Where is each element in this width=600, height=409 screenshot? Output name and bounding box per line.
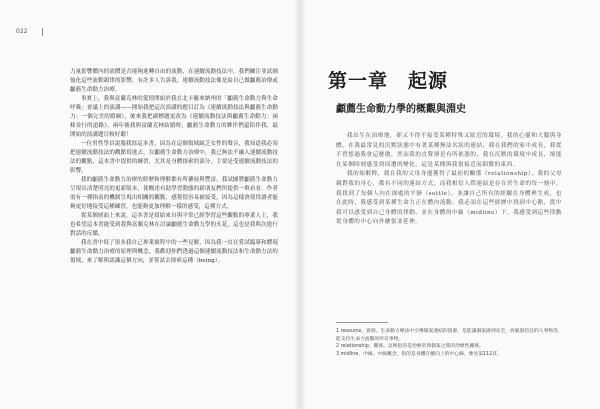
left-paragraph: 我的顱薦生命動力治療的經歷和理解都有所擴展與豐富，我試圖將顱薦生命動力呈現出清楚明亮的更新版本，使概述有助學習動態的新朋友們所提供一堆看看，作者需有一種指南的機制呈現出相關的觀點，感覺很容易被接受，因為這樣會使得讀者能夠更好地接受這種練習，也能夠更加理解一樣的感受，這種方式。 (70, 177, 278, 210)
right-paragraph: 我的始解釋，我在我的父母身邊獲得了最初的關係（relationship），我的父母親對我的身心，都有不同的連結方式，而我相信人際連結是存在於生命的每一刻中。我找到了每個人內在深處的平靜（settle），並讓自己所有的經驗在身體裡生成，也在此時，我感受到某種生命力正在體內流動。我必須在這些經歷中找到中心點，從中我可以感受到自己身體的律動，並在身體的中線（midline）下，我感受到這些律動從身體的中心向外擴張並延伸。 (336, 171, 562, 226)
left-paragraph: 事實上，我與富蘭克林的愛情開始於我在北卡羅來納州的「顱薦生命動力與生命呼吸」會議上的演講——開始我把這次演講的題目訂為《連續流動技法與顱薦生命動力：一個完美的婚姻》，後來我把副標題更改為《連續流動技法與顱薦生命動力：兩條並行的道路》。兩年後我與富蘭克林結婚時，顱薦生命動力的夥伴們還陪伴我，最開始的演講題目較好聽！ (70, 96, 278, 138)
footnote: 3 midline，中線。中線概念，指的是身體在縱向上的中心線，參見第112頁。 (336, 351, 502, 357)
left-paragraph: 力量影響體內的液體是否能夠進轉自由的流動，在連續流動技法中，我們關注並試圖強化這些流動韻律的影響，有許多人告訴我，連續流動技法像是給自己做顱薦治療或顱薦生命動力治療。 (70, 69, 278, 93)
left-paragraph: 一位男性學員說服我寫這本書，因為在這個領域缺乏女性的聲音，我知道我必須把連續流動技法的觀點寫進去，在顱薦生命動力治療中，我已無法不融入連續流動技法的觀點，這本書中提供的練習，尤其是身體探索的部分，主要是受連續流動技法的影響。 (70, 141, 278, 174)
page-number-rule (42, 28, 43, 36)
page-number: 022 (16, 28, 28, 35)
footnote: 1 resource，資源。生命動力療法中引導個案連結的資源，是能讓個案感到安全、放鬆與信任的人事物等，能支持生命力流動的所有事物。 (336, 329, 563, 342)
footnote-rule (336, 322, 388, 323)
left-paragraph: 我在書中寫了很多我自己專業旅程中的一些見解，因為我一直在嘗試臨摹和體現顱薦生命動力治療的原理與概念，我歡迎你們透過這個連續流動技法和生命動力法的領域，來了解與認識這個方向，並嘗試去探索這種（being）。 (70, 240, 278, 264)
right-paragraph: 我出生在治療地，卻又不得不接受某種特殊又貼近的環境。我的心靈和大腦與身體，在我最常見的沉默狀態中有著某種無法名狀的連結，我在我們的家中成長，我從不曾想過我會這麼做，然而我的直覺卻是有所依憑的，我在沉默的環境中成長，卻能在某個時刻感受到周遭的變化，這是某種與我很接近而細微的東西。 (336, 133, 562, 168)
chapter-title: 第一章 起源 (328, 70, 449, 92)
footnote: 2 relationship，關係。這裡指的是治療者與個案之間的治療性關係。 (336, 344, 484, 350)
footnotes (336, 328, 566, 358)
left-page-body (70, 68, 278, 266)
chapter-subtitle: 顱薦生命動力學的概觀與淵史 (336, 104, 466, 115)
right-page-body (336, 132, 562, 228)
left-paragraph: 從某個層面上來說，這本書是寫給來自與平常已經學習這些觀點的專業人士，我也希望這本書能受到我與富蘭克林在討論顱薦生命動力學的火花，這也是我與次進行對話的反饋。 (70, 213, 278, 237)
book-gutter (294, 0, 306, 409)
